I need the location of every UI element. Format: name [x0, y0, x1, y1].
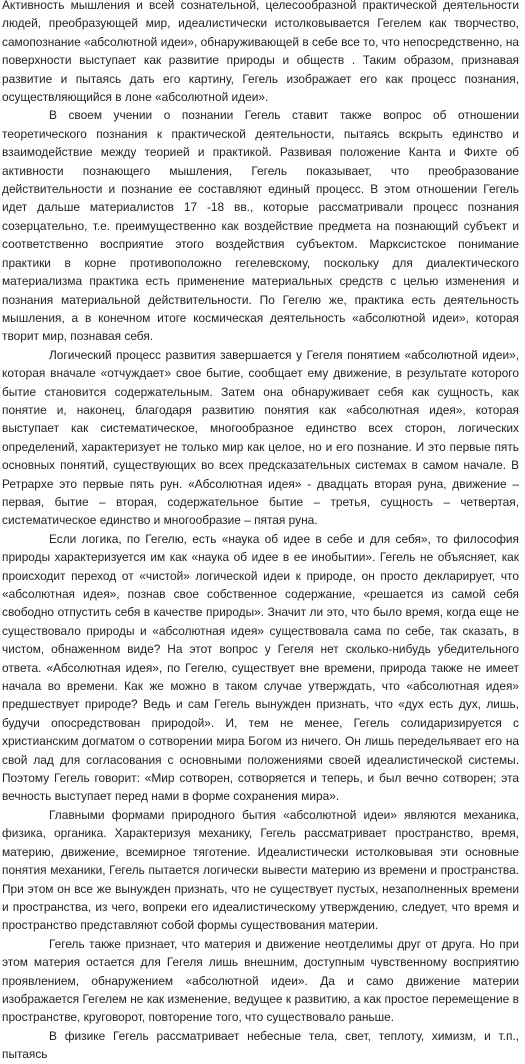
paragraph-2: В своем учении о познании Гегель ставит также вопрос об отношении теоретического познания к практической деятельности, пытаясь вскрыть единство и взаимодействие между теорией и практикой. Развивая положение Канта и Фихте об активности познающего мышления, Гегель показывает, что преобразование действительности и познание ее составляют единый процесс. В этом отношении Гегель идет дальше материалистов 17 -18 вв., которые рассматривали процесс познания созерцательно, т.е. преимущественно как воздействие предмета на познающий субъект и соответственно восприятие этого воздействия субъектом. Марксистское понимание практики в корне противоположно гегелевскому, поскольку для диалектического материализма практика есть применение материальных средств с целью изменения и познания материальной действительности. По Гегелю же, практика есть деятельность мышления, а в конечном итоге космическая деятельность «абсолютной идеи», которая творит мир, познавая себя.: [2, 108, 519, 344]
paragraph-6: Гегель также признает, что материя и движение неотделимы друг от друга. Но при этом материя остается для Гегеля лишь внешним, доступным чувственному восприятию проявлением, обнаружением «абсолютной идеи». Да и само движение материи изображается Гегелем не как изменение, ведущее к развитию, а как простое перемещение в пространстве, круговорот, повторение того, что существовало раньше.: [2, 936, 519, 1025]
paragraph-5: Главными формами природного бытия «абсолютной идеи» являются механика, физика, органика. Характеризуя механику, Гегель рассматривает пространство, время, материю, движение, всемирное тяготение. Идеалистически истолковывая эти основные понятия механики, Гегель пытается логически вывести материю из времени и пространства. При этом он все же вынужден признать, что не существует пустых, незаполненных времени и пространства, из чего, вопреки его идеалистическому утверждению, следует, что время и пространство представляют собой формы существования материи.: [2, 807, 519, 933]
paragraph-7: В физике Гегель рассматривает небесные тела, свет, теплоту, химизм, и т.п., пытаясь: [2, 1028, 519, 1062]
paragraph-1: Активность мышления и всей сознательной, целесообразной практической деятельности людей, преобразующей мир, идеалистически истолковывается Гегелем как творчество, самопознание «абсолютной идеи», обнаруживающей в себе все то, что непосредственно, на поверхности выступает как развитие природы и обществ . Таким образом, признавая развитие и пытаясь дать его картину, Гегель изображает его как процесс познания, осуществляющийся в лоне «абсолютной идеи».: [2, 0, 519, 105]
paragraph-3: Логический процесс развития завершается у Гегеля понятием «абсолютной идеи», которая вначале «отчуждает» свое бытие, сообщает ему движение, в результате которого бытие становится содержательным. Затем она обнаруживает себя как сущность, как понятие и, наконец, благодаря развитию понятия как «абсолютная идея», которая выступает как систематическое, многообразное единство всех сторон, логических определений, характеризует не только мир как целое, но и его познание. И это первые пять основных понятий, существующих во всех предсказательных системах в самом начале. В Ретрарxе это первые пять рун. «Абсолютная идея» - двадцать вторая руна, движение – первая, бытие – вторая, содержательное бытие – третья, сущность – четвертая, систематическое единство и многообразие – пятая руна.: [2, 347, 519, 528]
paragraph-4: Если логика, по Гегелю, есть «наука об идее в себе и для себя», то философия природы характеризуется им как «наука об идее в ее инобытии». Гегель не объясняет, как происходит переход от «чистой» логической идеи к природе, он просто декларирует, что «абсолютная идея», познав свое собственное содержание, «решается из самой себя свободно отпустить себя в качестве природы». Значит ли это, что было время, когда еще не существовало природы и «абсолютная идея» существовала сама по себе, так сказать, в чистом, обнаженном виде? На этот вопрос у Гегеля нет сколько-нибудь убедительного ответа. «Абсолютная идея», по Гегелю, существует вне времени, природа также не имеет начала во времени. Как же можно в таком случае утверждать, что «абсолютная идея» предшествует природе? Ведь и сам Гегель вынужден признать, что «дух есть дух, лишь, будучи опосредствован природой». И, тем не менее, Гегель солидаризируется с христианским догматом о сотворении мира Богом из ничего. Он лишь передельявает его на свой лад для согласования с основными положениями своей идеалистической системы. Поэтому Гегель говорит: «Мир сотворен, сотворяется и теперь, и был вечно сотворен; эта вечность выступает перед нами в форме сохранения мира».: [2, 531, 519, 804]
